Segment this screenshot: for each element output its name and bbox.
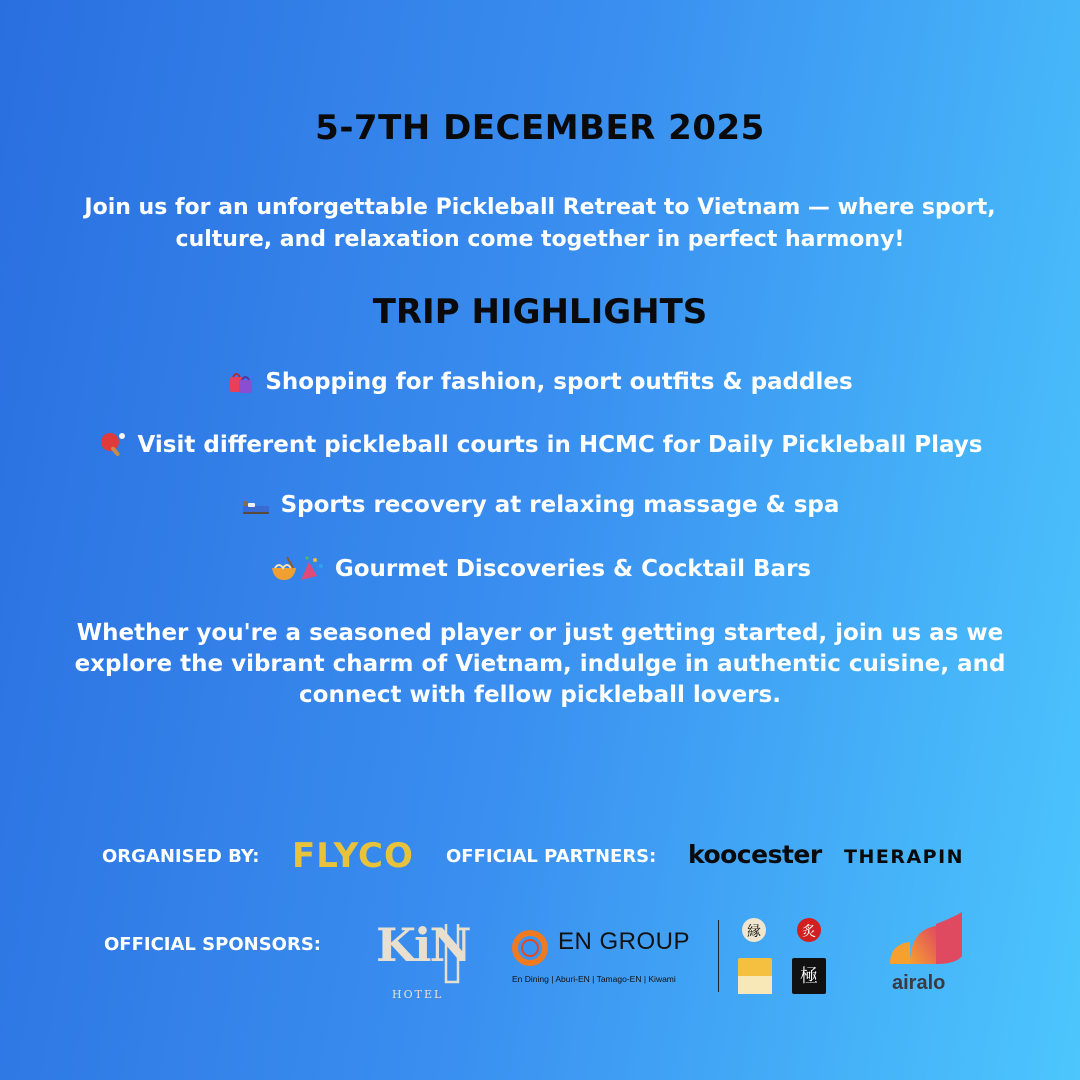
therapin-logo: THERAPIN — [844, 846, 965, 868]
highlight-text: Gourmet Discoveries & Cocktail Bars — [334, 556, 812, 582]
aburi-en-mark — [797, 918, 821, 942]
en-group-divider — [718, 920, 719, 992]
airalo-logo — [886, 910, 966, 996]
svg-text:極: 極 — [800, 966, 818, 987]
kin-hotel-mark — [442, 922, 462, 984]
ping-pong-icon — [98, 430, 128, 460]
en-group-ring-icon — [510, 928, 550, 968]
koocester-logo: koocester — [688, 840, 822, 869]
flyco-logo: FLYCO — [292, 836, 414, 876]
event-date: 5-7TH DECEMBER 2025 — [315, 108, 765, 148]
en-group-title: EN GROUP — [558, 928, 691, 955]
official-sponsors-label: OFFICIAL SPONSORS: — [104, 934, 321, 955]
highlight-item — [0, 554, 1080, 584]
highlight-item — [0, 430, 1080, 460]
airalo-mark-icon — [886, 910, 966, 970]
en-group-sub: En Dining | Aburi-EN | Tamago-EN | Kiwami — [512, 974, 676, 984]
highlight-text: Visit different pickleball courts in HCMC for Daily Pickleball Plays — [137, 432, 983, 458]
shopping-bags-icon — [227, 368, 255, 396]
en-brand-marks — [734, 914, 834, 998]
svg-text:炙: 炙 — [802, 924, 816, 940]
tamago-en-mark — [738, 958, 772, 994]
highlight-text: Shopping for fashion, sport outfits & paddles — [265, 369, 853, 395]
organised-by-label: ORGANISED BY: — [102, 846, 260, 867]
intro-text: Join us for an unforgettable Pickleball Retreat to Vietnam — where sport, culture, and relaxation come together in perfect harmony! — [84, 195, 996, 252]
kin-hotel-wordmark: KiN — [376, 918, 470, 972]
highlight-text: Sports recovery at relaxing massage & spa — [280, 492, 840, 518]
highlights-title: TRIP HIGHLIGHTS — [372, 292, 708, 332]
en-dining-mark — [742, 918, 766, 942]
airalo-wordmark: airalo — [892, 972, 946, 994]
en-group-logo — [508, 924, 718, 994]
official-partners-label: OFFICIAL PARTNERS: — [446, 846, 657, 867]
bed-icon — [241, 493, 271, 517]
outro-text: Whether you're a seasoned player or just getting started, join us as we explore the vibrant charm of Vietnam, indulge in authentic cuisine, and connect with fellow pickleball lovers. — [74, 620, 1006, 708]
highlight-item — [0, 492, 1080, 518]
kin-hotel-sub: HOTEL — [392, 988, 444, 1001]
noodles-party-icon — [269, 554, 325, 584]
kin-hotel-logo — [372, 918, 470, 1008]
highlight-item — [0, 368, 1080, 396]
svg-text:縁: 縁 — [747, 924, 761, 940]
kiwami-mark — [792, 958, 826, 994]
